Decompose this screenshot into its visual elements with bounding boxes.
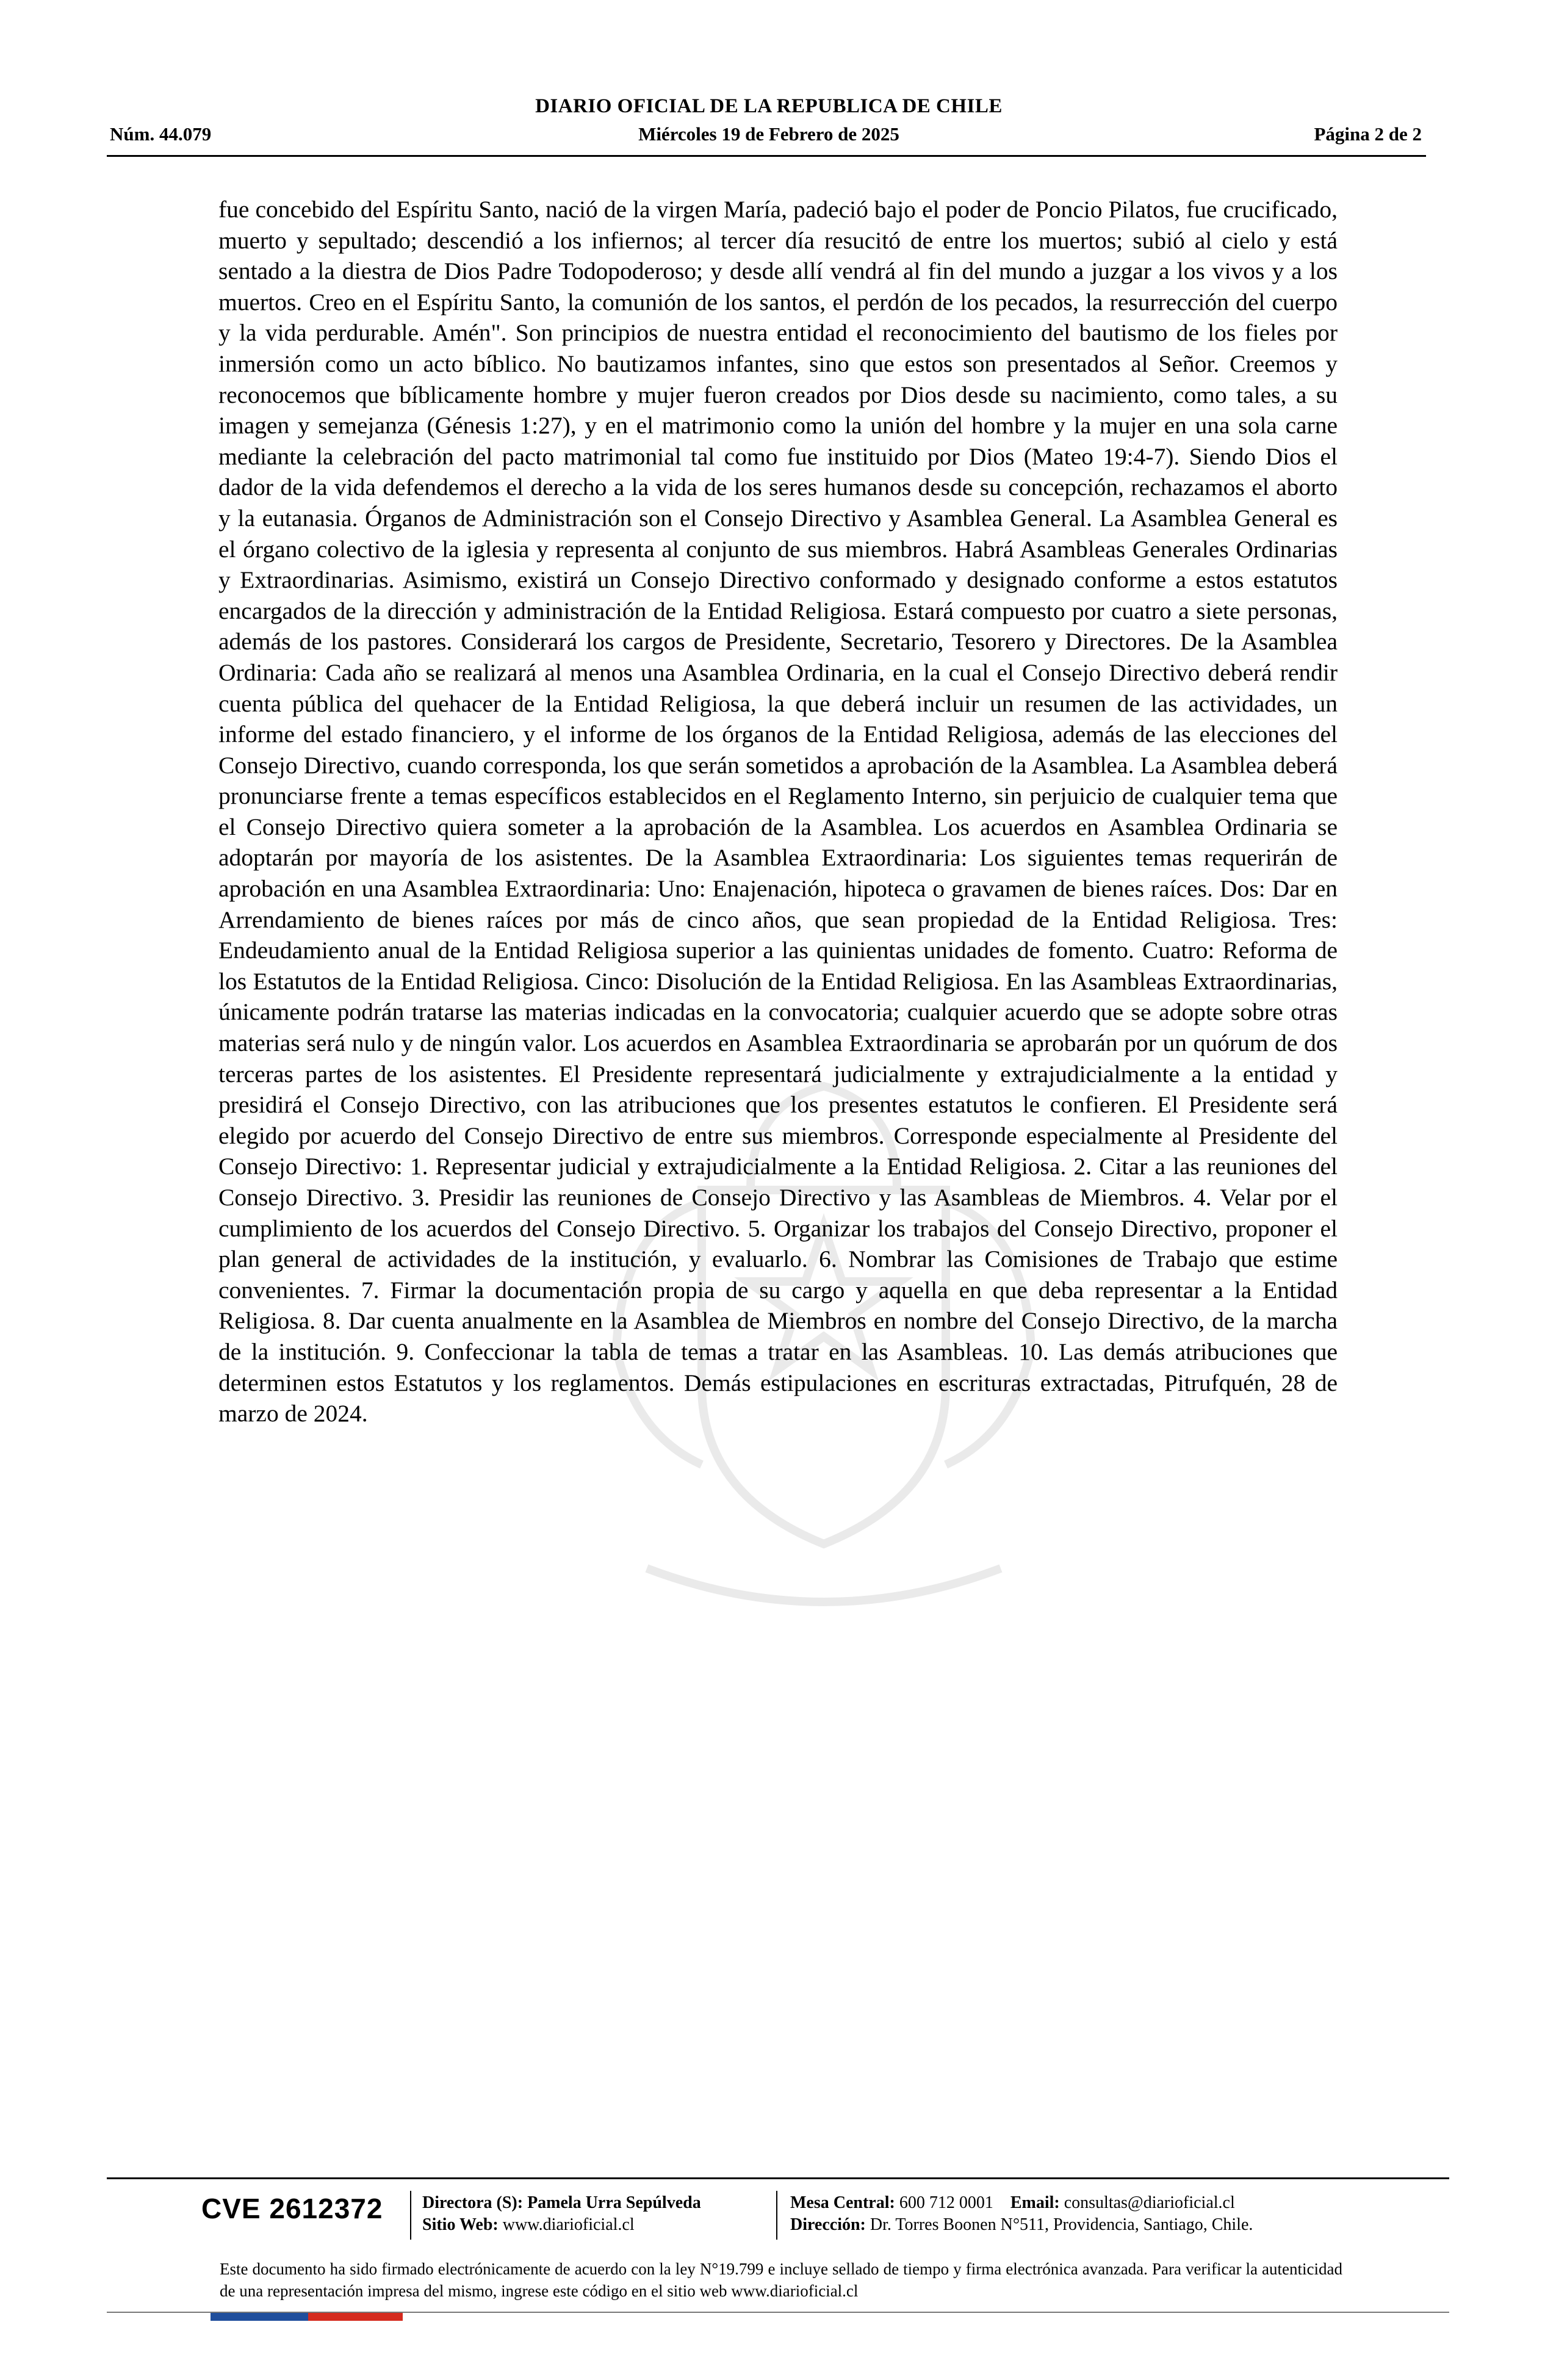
address-label: Dirección: <box>790 2215 866 2234</box>
website-line <box>422 2214 701 2236</box>
footer-contact-left <box>422 2192 701 2236</box>
website-link[interactable]: www.diarioficial.cl <box>502 2215 635 2234</box>
director-name: Pamela Urra Sepúlveda <box>527 2193 701 2212</box>
phone-email-line <box>790 2192 1253 2214</box>
footer-column-divider <box>776 2191 777 2240</box>
footer-column-divider <box>410 2191 411 2240</box>
director-line <box>422 2192 701 2214</box>
flag-stripe-red <box>308 2313 403 2321</box>
address-line <box>790 2214 1253 2236</box>
email-link[interactable]: consultas@diarioficial.cl <box>1064 2193 1235 2212</box>
flag-stripe-blue <box>211 2313 308 2321</box>
cve-code: CVE 2612372 <box>201 2193 383 2224</box>
website-label: Sitio Web: <box>422 2215 499 2234</box>
issue-number: Núm. 44.079 <box>110 123 212 145</box>
phone-label: Mesa Central: <box>790 2193 895 2212</box>
address-text: Dr. Torres Boonen N°511, Providencia, Santiago, Chile. <box>870 2215 1253 2234</box>
page-header <box>110 92 1428 153</box>
footer-contact-right <box>790 2192 1253 2236</box>
page-number: Página 2 de 2 <box>1314 123 1422 145</box>
issue-date: Miércoles 19 de Febrero de 2025 <box>638 123 899 145</box>
publication-title: DIARIO OFICIAL DE LA REPUBLICA DE CHILE <box>535 95 1003 117</box>
article-body: fue concebido del Espíritu Santo, nació de la virgen María, padeció bajo el poder de Poncio Pilatos, fue crucificado, muerto y sepultado; descendió a los infiernos; al tercer día resucitó de entre los muertos; subió al cielo y está sentado a la diestra de Dios Padre Todopoderoso; y desde allí vendrá al fin del mundo a juzgar a los vivos y a los muertos. Creo en el Espíritu Santo, la comunión de los santos, el perdón de los pecados, la resurrección del cuerpo y la vida perdurable. Amén". Son principios de nuestra entidad el reconocimiento del bautismo de los fieles por inmersión como un acto bíblico. No bautizamos infantes, sino que estos son presentados al Señor. Creemos y reconocemos que bíblicamente hombre y mujer fueron creados por Dios desde su nacimiento, como tales, a su imagen y semejanza (Génesis 1:27), y en el matrimonio como la unión del hombre y la mujer en una sola carne mediante la celebración del pacto matrimonial tal como fue instituido por Dios (Mateo 19:4-7). Siendo Dios el dador de la vida defendemos el derecho a la vida de los seres humanos desde su concepción, rechazamos el aborto y la eutanasia. Órganos de Administración son el Consejo Directivo y Asamblea General. La Asamblea General es el órgano colectivo de la iglesia y representa al conjunto de sus miembros. Habrá Asambleas Generales Ordinarias y Extraordinarias. Asimismo, existirá un Consejo Directivo conformado y designado conforme a estos estatutos encargados de la dirección y administración de la Entidad Religiosa. Estará compuesto por cuatro a siete personas, además de los pastores. Considerará los cargos de Presidente, Secretario, Tesorero y Directores. De la Asamblea Ordinaria: Cada año se realizará al menos una Asamblea Ordinaria, en la cual el Consejo Directivo deberá rendir cuenta pública del quehacer de la Entidad Religiosa, la que deberá incluir un resumen de las actividades, un informe del estado financiero, y el informe de los órganos de la Entidad Religiosa, además de las elecciones del Consejo Directivo, cuando corresponda, los que serán sometidos a aprobación de la Asamblea. La Asamblea deberá pronunciarse frente a temas específicos establecidos en el Reglamento Interno, sin perjuicio de cualquier tema que el Consejo Directivo quiera someter a la aprobación de la Asamblea. Los acuerdos en Asamblea Ordinaria se adoptarán por mayoría de los asistentes. De la Asamblea Extraordinaria: Los siguientes temas requerirán de aprobación en una Asamblea Extraordinaria: Uno: Enajenación, hipoteca o gravamen de bienes raíces. Dos: Dar en Arrendamiento de bienes raíces por más de cinco años, que sean propiedad de la Entidad Religiosa. Tres: Endeudamiento anual de la Entidad Religiosa superior a las quinientas unidades de fomento. Cuatro: Reforma de los Estatutos de la Entidad Religiosa. Cinco: Disolución de la Entidad Religiosa. En las Asambleas Extraordinarias, únicamente podrán tratarse las materias indicadas en la convocatoria; cualquier acuerdo que se adopte sobre otras materias será nulo y de ningún valor. Los acuerdos en Asamblea Extraordinaria se aprobarán por un quórum de dos terceras partes de los asistentes. El Presidente representará judicialmente y extrajudicialmente a la entidad y presidirá el Consejo Directivo, con las atribuciones que los presentes estatutos le confieren. El Presidente será elegido por acuerdo del Consejo Directivo de entre sus miembros. Corresponde especialmente al Presidente del Consejo Directivo: 1. Representar judicial y extrajudicialmente a la Entidad Religiosa. 2. Citar a las reuniones del Consejo Directivo. 3. Presidir las reuniones de Consejo Directivo y las Asambleas de Miembros. 4. Velar por el cumplimiento de los acuerdos del Consejo Directivo. 5. Organizar los trabajos del Consejo Directivo, proponer el plan general de actividades de la institución, y evaluarlo. 6. Nombrar las Comisiones de Trabajo que estime convenientes. 7. Firmar la documentación propia de su cargo y aquella en que deba representar a la Entidad Religiosa. 8. Dar cuenta anualmente en la Asamblea de Miembros en nombre del Consejo Directivo, de la marcha de la institución. 9. Confeccionar la tabla de temas a tratar en las Asambleas. 10. Las demás atribuciones que determinen estos Estatutos y los reglamentos. Demás estipulaciones en escrituras extractadas, Pitrufquén, 28 de marzo de 2024. <box>218 196 1338 1427</box>
email-label: Email: <box>1010 2193 1060 2212</box>
director-label: Directora (S): <box>422 2193 524 2212</box>
header-divider <box>107 155 1426 157</box>
footer-divider-top <box>107 2177 1449 2179</box>
phone-number: 600 712 0001 <box>899 2193 993 2212</box>
signature-notice: Este documento ha sido firmado electrónicamente de acuerdo con la ley N°19.799 e incluye sellado de tiempo y firma electrónica avanzada. Para verificar la autenticidad de una representación impresa del mismo, ingrese este código en el sitio web www.diarioficial.cl <box>220 2260 1342 2300</box>
